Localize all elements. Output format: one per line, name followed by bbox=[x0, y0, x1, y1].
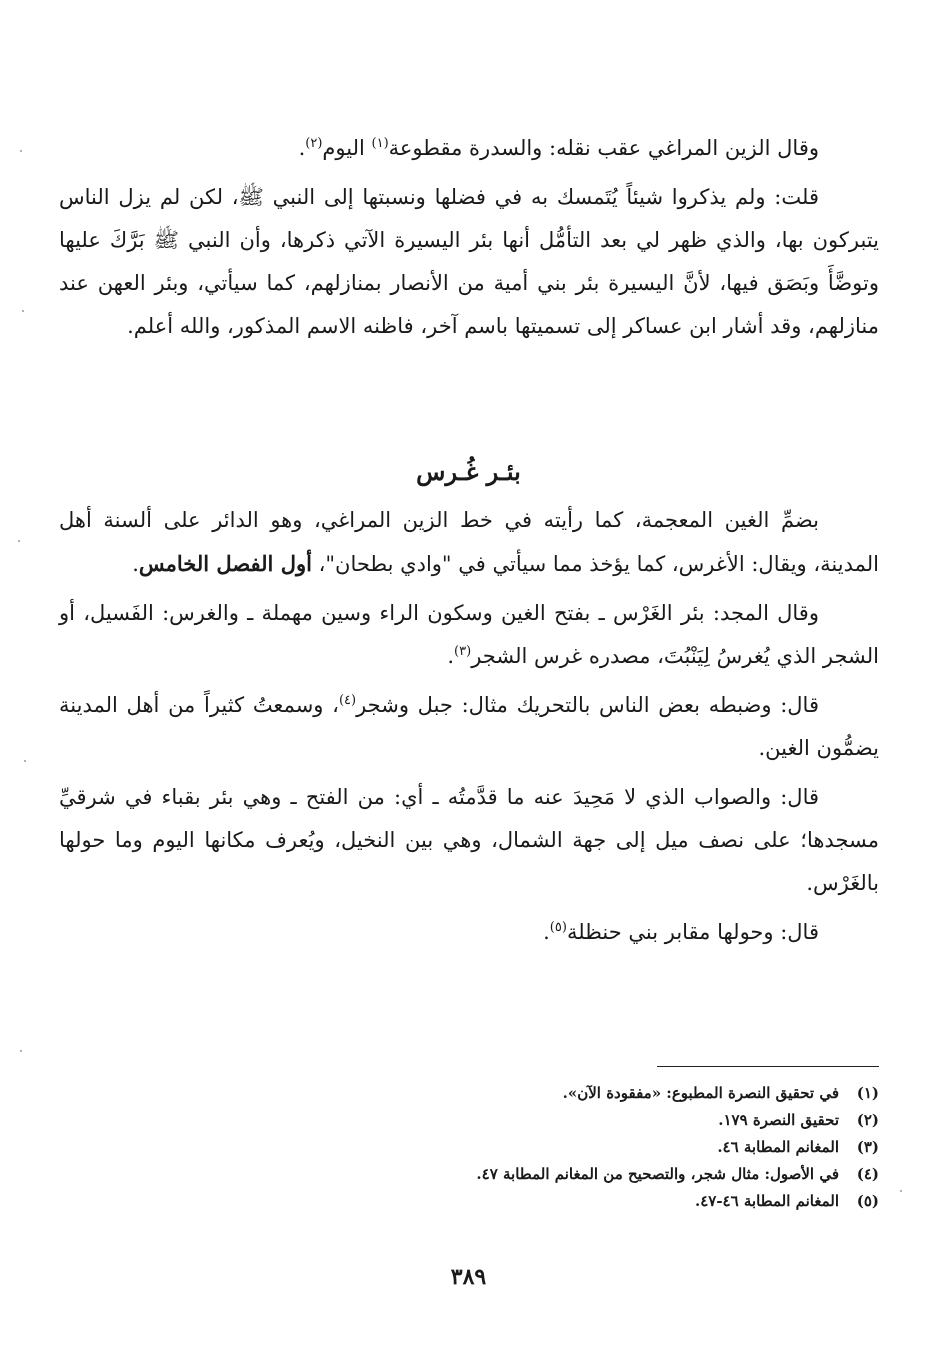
footnote-item bbox=[59, 1107, 879, 1134]
page-number: ٣٨٩ bbox=[450, 1264, 487, 1290]
paragraph-damm-ghayn bbox=[59, 499, 879, 586]
footnote-ref-2[interactable]: (٢) bbox=[305, 136, 323, 151]
paragraph-text: . bbox=[543, 920, 550, 944]
paragraph-text: قال: وحولها مقابر بني حنظلة bbox=[566, 920, 819, 944]
scan-speck bbox=[20, 1050, 22, 1052]
scan-speck bbox=[18, 540, 20, 542]
paragraph-majd bbox=[59, 592, 879, 678]
paragraph-text: بضمِّ الغين المعجمة، كما رأيته في خط الزين المراغي، وهو الدائر على ألسنة أهل المدينة، ويقال: الأغرس، كما يؤخذ مما سيأتي في "وادي بطحان"، bbox=[59, 508, 879, 576]
footnote-text: في تحقيق النصرة المطبوع: «مفقودة الآن». bbox=[562, 1084, 839, 1102]
footnote-text: المغانم المطابة ٤٦. bbox=[717, 1138, 839, 1156]
paragraph-text: . bbox=[298, 136, 306, 160]
footnote-ref-3[interactable]: (٣) bbox=[454, 644, 472, 659]
paragraph-text: . bbox=[132, 552, 139, 576]
section-heading-bir-ghars: بئـر غُـرس bbox=[416, 457, 521, 486]
footnote-number: (١) bbox=[856, 1084, 879, 1102]
scan-speck bbox=[22, 310, 24, 312]
footnote-item bbox=[59, 1161, 879, 1188]
footnotes bbox=[59, 1080, 879, 1215]
paragraph-text: . bbox=[447, 644, 455, 668]
footnote-text: في الأصول: مثال شجر، والتصحيح من المغانم المطابة ٤٧. bbox=[476, 1165, 839, 1183]
footnote-text: المغانم المطابة ٤٦-٤٧. bbox=[694, 1192, 839, 1210]
scan-speck bbox=[24, 760, 26, 762]
footnote-number: (٤) bbox=[856, 1165, 879, 1183]
paragraph-sawab: قال: والصواب الذي لا مَحِيدَ عنه ما قدَّمتُه ـ أي: من الفتح ـ وهي بئر بقباء في شرقيِّ مسجدها؛ على نصف ميل إلى جهة الشمال، وهي بين النخيل، ويُعرف مكانها اليوم وما حولها بالغَرْس. bbox=[59, 785, 879, 895]
paragraph-dabtuhu bbox=[59, 684, 879, 770]
footnote-number: (٢) bbox=[856, 1111, 879, 1129]
footnote-number: (٥) bbox=[856, 1192, 879, 1210]
cross-reference: أول الفصل الخامس bbox=[138, 551, 312, 576]
paragraph-text: وقال الزين المراغي عقب نقله: والسدرة مقطوعة bbox=[388, 136, 819, 160]
footnote-number: (٣) bbox=[856, 1138, 879, 1156]
paragraph-text: اليوم bbox=[322, 136, 372, 160]
footnote-item bbox=[59, 1134, 879, 1161]
paragraph-text: قال: وضبطه بعض الناس بالتحريك مثال: جبل وشجر bbox=[356, 693, 819, 717]
footnote-text: تحقيق النصرة ١٧٩. bbox=[718, 1111, 839, 1129]
footnote-ref-5[interactable]: (٥) bbox=[549, 920, 567, 935]
paragraph-text: ، وسمعتُ كثيراً من أهل المدينة يضمُّون الغين. bbox=[59, 693, 879, 760]
scan-speck bbox=[900, 1190, 902, 1192]
paragraph-text: وقال المجد: بئر الغَرْس ـ بفتح الغين وسكون الراء وسين مهملة ـ والغرس: الفَسيل، أو الشجر الذي يُغرسُ لِيَنْبُتَ، مصدره غرس الشجر bbox=[59, 601, 879, 668]
paragraph-qultu: قلت: ولم يذكروا شيئاً يُتَمسك به في فضلها ونسبتها إلى النبي ﷺ، لكن لم يزل الناس يتبركون بها، والذي ظهر لي بعد التأمُّل أنها بئر اليسيرة الآتي ذكرها، وأن النبي ﷺ بَرَّكَ عليها وتوضَّأَ وبَصَق فيها، لأنَّ اليسيرة بئر بني أمية من الأنصار بمنازلهم، كما سيأتي، وبئر العهن عند منازلهم، وقد أشار ابن عساكر إلى تسميتها باسم آخر، فاظنه الاسم المذكور، والله أعلم. bbox=[59, 185, 879, 338]
section-1 bbox=[59, 127, 879, 348]
footnote-ref-4[interactable]: (٤) bbox=[338, 693, 357, 708]
paragraph-maqabir bbox=[59, 911, 879, 954]
footnote-item bbox=[59, 1080, 879, 1107]
scan-speck bbox=[20, 150, 22, 152]
section-2 bbox=[59, 499, 879, 954]
footnote-ref-1[interactable]: (١) bbox=[371, 136, 389, 151]
paragraph-zain-maraghi bbox=[59, 127, 879, 170]
footnote-separator bbox=[657, 1066, 879, 1067]
footnote-item bbox=[59, 1188, 879, 1215]
